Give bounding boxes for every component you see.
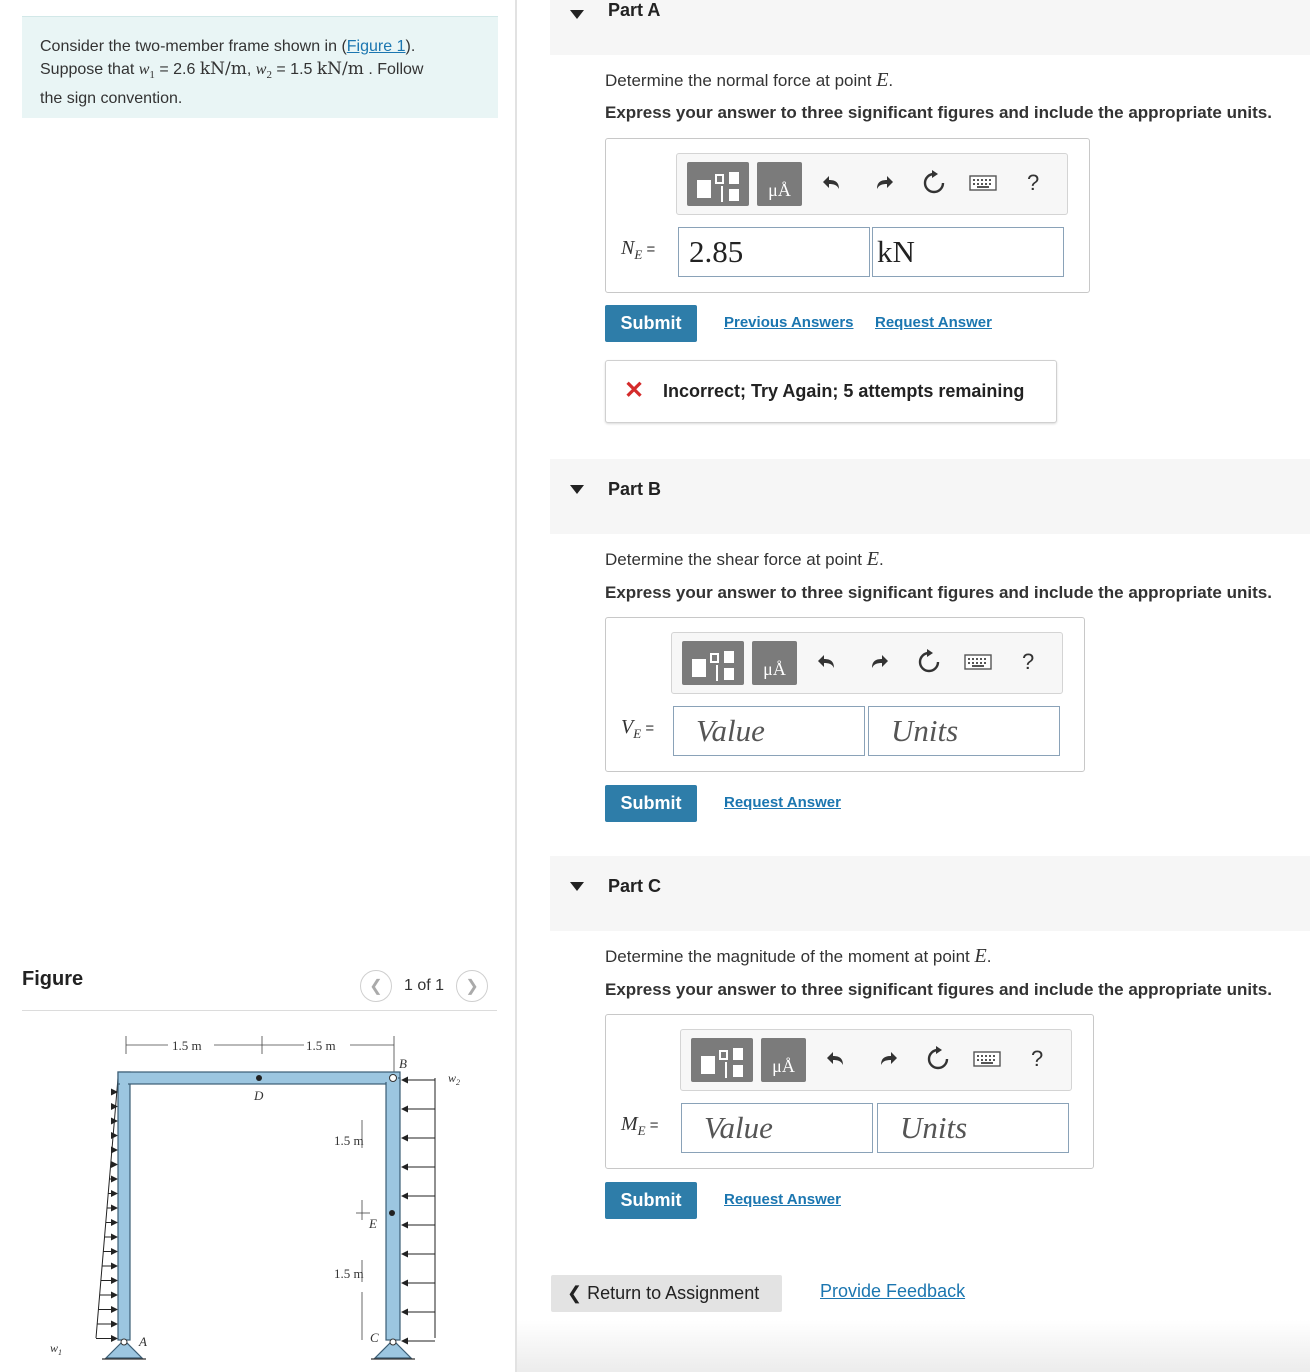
dim-right-upper: 1.5 m [334, 1133, 364, 1148]
undo-icon[interactable] [825, 1044, 847, 1074]
figure-count: 1 of 1 [404, 977, 445, 994]
provide-feedback-link[interactable]: Provide Feedback [820, 1281, 966, 1301]
part-b-request-answer-link[interactable]: Request Answer [724, 794, 841, 811]
part-a-toolbar [676, 153, 1068, 215]
part-c-units-input[interactable]: Units [877, 1103, 1069, 1153]
part-c-submit-button[interactable]: Submit [605, 1182, 697, 1219]
left-panel [0, 0, 516, 1372]
undo-icon[interactable] [816, 647, 838, 677]
part-a-request-answer-link[interactable]: Request Answer [875, 314, 992, 331]
part-a-instruction: Express your answer to three significant figures and include the appropriate units. [605, 103, 1272, 122]
part-b-units-input[interactable]: Units [868, 706, 1060, 756]
return-label: Return to Assignment [587, 1283, 760, 1303]
part-b-header[interactable] [550, 459, 1310, 534]
figure-link[interactable]: Figure 1 [346, 38, 406, 55]
caret-down-icon[interactable] [570, 882, 584, 891]
label-e: E [369, 1216, 377, 1231]
part-c-variable: $M_E$ = [621, 1113, 659, 1138]
part-b-submit-button[interactable]: Submit [605, 785, 697, 822]
frame-diagram [22, 1020, 497, 1372]
redo-icon[interactable] [873, 168, 895, 198]
w2-symbol: $w_2$ [255, 61, 272, 82]
part-c-toolbar [680, 1029, 1072, 1091]
part-c-instruction: Express your answer to three significant figures and include the appropriate units. [605, 980, 1272, 999]
help-icon[interactable]: ? [1022, 649, 1035, 674]
part-b-value-input[interactable]: Value [673, 706, 865, 756]
w1-unit: kN/m [199, 59, 247, 79]
bottom-fade [517, 1320, 1310, 1372]
part-c-question: Determine the magnitude of the moment at point E. [605, 945, 992, 967]
feedback-message: Incorrect; Try Again; 5 attempts remaining [663, 381, 1025, 401]
figure-divider [22, 1010, 497, 1011]
w2-unit: kN/m [316, 59, 364, 79]
templates-icon[interactable] [687, 162, 749, 206]
caret-down-icon[interactable] [570, 10, 584, 19]
keyboard-icon[interactable] [973, 1044, 1001, 1074]
reset-icon[interactable] [921, 168, 947, 198]
part-a-title: Part A [608, 0, 661, 20]
problem-suppose: Suppose that [40, 61, 139, 78]
help-icon[interactable]: ? [1031, 1046, 1044, 1071]
templates-icon[interactable] [682, 641, 744, 685]
w2-value: = 1.5 [271, 61, 317, 78]
problem-text: Consider the two-member frame shown in ( [40, 38, 347, 55]
feedback-box [605, 360, 1057, 423]
label-a: A [139, 1334, 147, 1349]
label-d: D [254, 1088, 264, 1103]
part-a-question: Determine the normal force at point E. [605, 69, 894, 91]
part-a-variable: $N_E$ = [621, 237, 656, 262]
point-e [389, 1210, 395, 1216]
close-icon: ✕ [624, 377, 645, 404]
caret-down-icon[interactable] [570, 485, 584, 494]
top-dimension [126, 1036, 394, 1072]
figure-navigation [360, 970, 488, 1002]
load-w2 [402, 1078, 435, 1341]
part-c-request-answer-link[interactable]: Request Answer [724, 1191, 841, 1208]
part-a-value-input[interactable]: 2.85 [678, 227, 870, 277]
point-d [256, 1075, 262, 1081]
chevron-right-icon[interactable]: ❯ [456, 970, 488, 1002]
pin-b [390, 1075, 397, 1082]
dim-right-lower: 1.5 m [334, 1266, 364, 1281]
comma: , [246, 61, 256, 78]
figure-title: Figure [22, 968, 84, 990]
previous-answers-link[interactable]: Previous Answers [724, 314, 854, 331]
part-c-value-input[interactable]: Value [681, 1103, 873, 1153]
right-dimension [356, 1120, 370, 1340]
dim-top-left: 1.5 m [172, 1038, 202, 1053]
part-b-instruction: Express your answer to three significant figures and include the appropriate units. [605, 583, 1272, 602]
part-c-header[interactable] [550, 856, 1310, 931]
frame-members [118, 1072, 400, 1340]
problem-statement [22, 16, 498, 118]
problem-sign-convention: the sign convention. [40, 90, 183, 108]
return-to-assignment-button[interactable] [551, 1275, 782, 1312]
part-a-answer-box [605, 138, 1090, 293]
w1-symbol: $w_1$ [138, 61, 155, 82]
keyboard-icon[interactable] [964, 647, 992, 677]
reset-icon[interactable] [925, 1044, 951, 1074]
part-a-units-input[interactable]: kN [872, 227, 1064, 277]
part-b-question: Determine the shear force at point E. [605, 548, 884, 570]
label-w1: $w_1$ [50, 1341, 63, 1357]
units-icon[interactable]: μÅ [752, 641, 797, 685]
chevron-left-icon: ❮ [567, 1283, 583, 1303]
column-divider [515, 0, 517, 1372]
templates-icon[interactable] [691, 1038, 753, 1082]
units-icon[interactable]: μÅ [757, 162, 802, 206]
part-c-title: Part C [608, 876, 662, 896]
reset-icon[interactable] [916, 647, 942, 677]
w1-value: = 2.6 [154, 61, 200, 78]
dim-top-right: 1.5 m [306, 1038, 336, 1053]
part-b-answer-box [605, 617, 1085, 772]
part-b-title: Part B [608, 479, 662, 499]
problem-text-end: ). [405, 38, 416, 55]
part-a-submit-button[interactable]: Submit [605, 305, 697, 342]
help-icon[interactable]: ? [1027, 170, 1040, 195]
label-b: B [399, 1056, 407, 1071]
keyboard-icon[interactable] [969, 168, 997, 198]
redo-icon[interactable] [877, 1044, 899, 1074]
load-w1 [96, 1078, 118, 1339]
redo-icon[interactable] [868, 647, 890, 677]
label-c: C [370, 1330, 379, 1345]
undo-icon[interactable] [821, 168, 843, 198]
units-icon[interactable]: μÅ [761, 1038, 806, 1082]
part-c-answer-box [605, 1014, 1094, 1169]
part-a-header[interactable] [550, 0, 1310, 55]
part-b-variable: $V_E$ = [621, 716, 655, 741]
label-w2: $w_2$ [448, 1071, 461, 1087]
part-b-toolbar [671, 632, 1063, 694]
chevron-left-icon[interactable]: ❮ [360, 970, 392, 1002]
problem-follow: . Follow [363, 61, 424, 78]
